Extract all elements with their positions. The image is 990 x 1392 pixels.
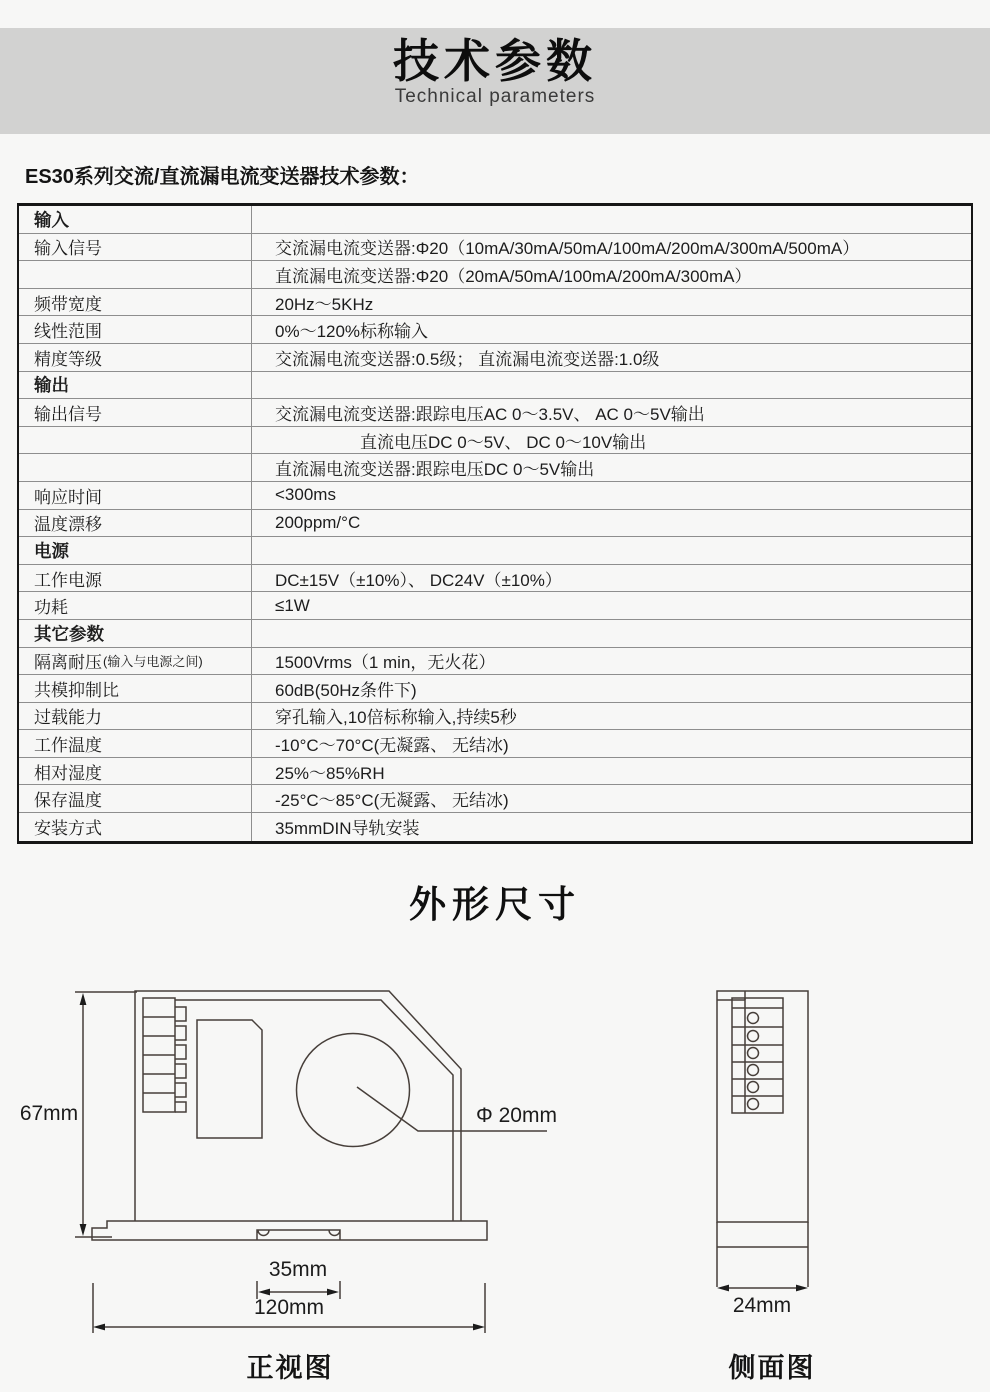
spec-label-cell: 保存温度 bbox=[34, 791, 102, 811]
front-body-inner-line bbox=[175, 1000, 453, 1221]
spec-value-cell: 交流漏电流变送器:0.5级； 直流漏电流变送器:1.0级 bbox=[251, 344, 971, 371]
table-row bbox=[19, 785, 971, 813]
spec-value-cell: 0%～120%标称输入 bbox=[251, 316, 971, 343]
spec-label-cell: 过载能力 bbox=[34, 708, 102, 728]
spec-value-cell: 直流漏电流变送器:Φ20（20mA/50mA/100mA/200mA/300mA） bbox=[251, 261, 971, 288]
spec-value-cell bbox=[251, 206, 971, 233]
table-row bbox=[19, 454, 971, 482]
table-row bbox=[19, 620, 971, 648]
spec-value-cell: 直流电压DC 0～5V、 DC 0～10V输出 bbox=[251, 427, 971, 454]
dimension-label-height: 67mm bbox=[19, 1102, 79, 1125]
spec-label-cell: 温度漂移 bbox=[34, 515, 102, 535]
spec-label-cell: 线性范围 bbox=[34, 322, 102, 342]
spec-label-cell bbox=[19, 454, 251, 481]
spec-value-cell: 20Hz～5KHz bbox=[251, 289, 971, 316]
spec-value-cell: 穿孔输入,10倍标称输入,持续5秒 bbox=[251, 703, 971, 730]
spec-label-cell: 安装方式 bbox=[34, 819, 102, 839]
front-label-plate bbox=[197, 1020, 262, 1138]
table-row bbox=[19, 482, 971, 510]
spec-label-cell: 频带宽度 bbox=[34, 294, 102, 314]
spec-label-cell bbox=[19, 648, 251, 675]
side-bottom-sections bbox=[717, 1222, 808, 1287]
spec-value-cell bbox=[251, 537, 971, 564]
spec-value-cell: 交流漏电流变送器:Φ20（10mA/30mA/50mA/100mA/200mA/300mA/500mA） bbox=[251, 234, 971, 261]
spec-label-cell: 相对湿度 bbox=[34, 763, 102, 783]
side-view-caption: 侧面图 bbox=[728, 1353, 816, 1383]
spec-value-cell: <300ms bbox=[251, 482, 971, 509]
table-row bbox=[19, 289, 971, 317]
dim-67mm bbox=[75, 992, 137, 1237]
side-view-drawing bbox=[717, 991, 808, 1317]
page-title: 技术参数 bbox=[393, 35, 597, 87]
table-row bbox=[19, 592, 971, 620]
page-subtitle: Technical parameters bbox=[394, 86, 596, 107]
spec-label-cell: 响应时间 bbox=[34, 487, 102, 507]
table-row bbox=[19, 206, 971, 234]
table-row bbox=[19, 427, 971, 455]
dimension-label-width: 120mm bbox=[253, 1296, 325, 1319]
table-row bbox=[19, 510, 971, 538]
dimension-drawing bbox=[0, 960, 990, 1370]
spec-value-cell: 直流漏电流变送器:跟踪电压DC 0～5V输出 bbox=[251, 454, 971, 481]
table-row bbox=[19, 703, 971, 731]
spec-label-cell: 电源 bbox=[34, 540, 69, 561]
table-row bbox=[19, 399, 971, 427]
table-row bbox=[19, 316, 971, 344]
table-row bbox=[19, 648, 971, 676]
outline-dimensions-title: 外形尺寸 bbox=[409, 884, 581, 925]
spec-label-text: 隔离耐压 bbox=[34, 653, 102, 673]
front-terminal-steps bbox=[175, 1007, 186, 1112]
table-row bbox=[19, 537, 971, 565]
table-row bbox=[19, 344, 971, 372]
dimension-label-rail: 35mm bbox=[268, 1258, 328, 1281]
table-row bbox=[19, 234, 971, 262]
front-view-caption: 正视图 bbox=[246, 1353, 334, 1383]
spec-value-cell bbox=[251, 372, 971, 399]
spec-label-cell: 精度等级 bbox=[34, 349, 102, 369]
table-row bbox=[19, 372, 971, 400]
spec-label-cell: 输入信号 bbox=[34, 239, 102, 259]
spec-value-cell: 交流漏电流变送器:跟踪电压AC 0～3.5V、 AC 0～5V输出 bbox=[251, 399, 971, 426]
spec-value-cell: 35mmDIN导轨安装 bbox=[251, 813, 971, 841]
table-row bbox=[19, 261, 971, 289]
spec-label-note: (输入与电源之间) bbox=[103, 654, 203, 670]
table-row bbox=[19, 813, 971, 841]
front-hole-circle bbox=[297, 1034, 410, 1147]
dim-24mm bbox=[717, 1285, 808, 1292]
front-terminal-rows bbox=[143, 1017, 175, 1093]
spec-value-cell: DC±15V（±10%）、 DC24V（±10%） bbox=[251, 565, 971, 592]
table-row bbox=[19, 565, 971, 593]
spec-label-cell: 输出信号 bbox=[34, 404, 102, 424]
spec-value-cell: ≤1W bbox=[251, 592, 971, 619]
table-row bbox=[19, 758, 971, 786]
spec-value-cell: 60dB(50Hz条件下) bbox=[251, 675, 971, 702]
spec-label-cell: 输入 bbox=[34, 209, 69, 230]
spec-value-cell: 200ppm/°C bbox=[251, 510, 971, 537]
table-row bbox=[19, 730, 971, 758]
spec-label-cell: 工作温度 bbox=[34, 736, 102, 756]
spec-value-cell bbox=[251, 620, 971, 647]
spec-value-cell: 25%～85%RH bbox=[251, 758, 971, 785]
spec-label-cell bbox=[19, 427, 251, 454]
dimension-label-hole: Φ 20mm bbox=[476, 1104, 557, 1127]
table-row bbox=[19, 675, 971, 703]
dimension-label-side-width: 24mm bbox=[732, 1294, 792, 1317]
spec-label-cell: 工作电源 bbox=[34, 570, 102, 590]
spec-label-cell: 输出 bbox=[34, 375, 69, 396]
spec-value-cell: 1500Vrms（1 min，无火花） bbox=[251, 648, 971, 675]
spec-value-cell: -25°C～85°C(无凝露、 无结冰) bbox=[251, 785, 971, 812]
front-view-drawing bbox=[20, 991, 557, 1333]
spec-label-cell bbox=[19, 261, 251, 288]
spec-label-cell: 功耗 bbox=[34, 598, 68, 618]
side-body-outline bbox=[717, 991, 808, 1222]
title-banner bbox=[0, 28, 990, 134]
spec-label-cell: 其它参数 bbox=[34, 623, 104, 644]
spec-table bbox=[17, 203, 973, 844]
front-rail-notch bbox=[257, 1230, 340, 1240]
spec-value-cell: -10°C～70°C(无凝露、 无结冰) bbox=[251, 730, 971, 757]
series-intro-line: ES30系列交流/直流漏电流变送器技术参数： bbox=[25, 166, 420, 188]
spec-label-cell: 共模抑制比 bbox=[34, 680, 119, 700]
